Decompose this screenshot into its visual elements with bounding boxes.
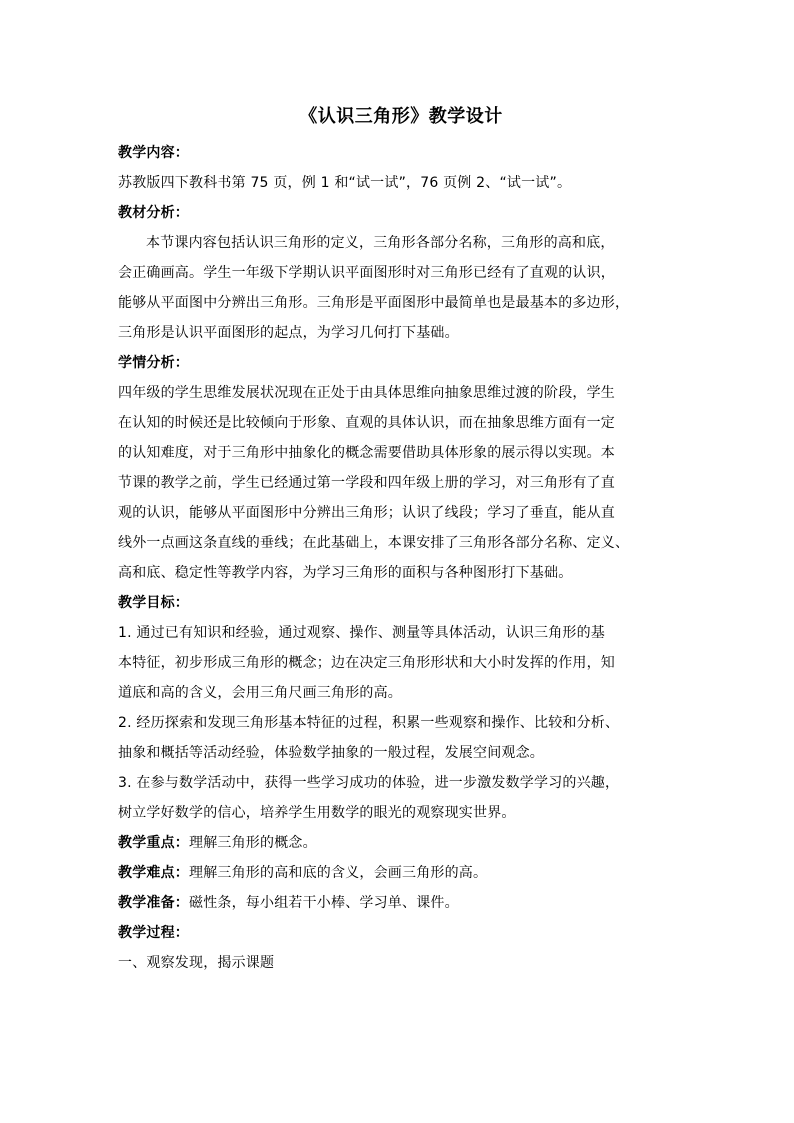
document-title: 《认识三角形》教学设计: [299, 106, 503, 127]
paragraph-line: 3. 在参与数学活动中，获得一些学习成功的体验，进一步激发数学学习的兴趣，: [118, 775, 620, 791]
section-heading-analysis: 教材分析：: [118, 205, 189, 221]
difficulty-label: 教学难点：: [118, 865, 189, 881]
section-heading-learners: 学情分析：: [118, 355, 189, 371]
paragraph-line: 高和底、稳定性等教学内容，为学习三角形的面积与各种图形打下基础。: [118, 565, 573, 581]
prep-line: [118, 888, 684, 918]
paragraph-line: 本特征，初步形成三角形的概念；边在决定三角形形状和大小时发挥的作用，知: [118, 655, 615, 671]
key-point-line: [118, 828, 684, 858]
paragraph-line: 观的认识，能够从平面图形中分辨出三角形；认识了线段；学习了垂直，能从直: [118, 505, 615, 521]
paragraph-line: 苏教版四下教科书第 75 页，例 1 和“试一试”，76 页例 2、“试一试”。: [118, 175, 572, 191]
paragraph-line: 在认知的时候还是比较倾向于形象、直观的具体认识，而在抽象思维方面有一定: [118, 415, 615, 431]
paragraph-line: 1. 通过已有知识和经验，通过观察、操作、测量等具体活动，认识三角形的基: [118, 625, 606, 641]
difficulty-line: [118, 858, 684, 888]
document-page: [118, 98, 684, 978]
paragraph-line: 四年级的学生思维发展状况现在正处于由具体思维向抽象思维过渡的阶段，学生: [118, 385, 615, 401]
paragraph-line: 道底和高的含义，会用三角尺画三角形的高。: [118, 685, 402, 701]
paragraph-line: 一、观察发现，揭示课题: [118, 955, 275, 971]
paragraph-line: 线外一点画这条直线的垂线；在此基础上，本课安排了三角形各部分名称、定义、: [118, 535, 630, 551]
difficulty-text: 理解三角形的高和底的含义，会画三角形的高。: [189, 865, 488, 881]
section-heading-goals: 教学目标：: [118, 595, 189, 611]
paragraph-line: 能够从平面图中分辨出三角形。三角形是平面图形中最简单也是最基本的多边形，: [118, 295, 630, 311]
key-point-text: 理解三角形的概念。: [189, 835, 317, 851]
paragraph-line: 节课的教学之前，学生已经通过第一学段和四年级上册的学习，对三角形有了直: [118, 475, 615, 491]
paragraph-line: 抽象和概括等活动经验，体验数学抽象的一般过程，发展空间观念。: [118, 745, 544, 761]
key-point-label: 教学重点：: [118, 835, 189, 851]
paragraph-line: 会正确画高。学生一年级下学期认识平面图形时对三角形已经有了直观的认识，: [118, 265, 615, 281]
section-heading-process: 教学过程：: [118, 925, 189, 941]
prep-label: 教学准备：: [118, 895, 189, 911]
paragraph-line: 2. 经历探索和发现三角形基本特征的过程，积累一些观察和操作、比较和分析、: [118, 715, 620, 731]
paragraph-line: 的认知难度，对于三角形中抽象化的概念需要借助具体形象的展示得以实现。本: [118, 445, 615, 461]
paragraph-line: 树立学好数学的信心，培养学生用数学的眼光的观察现实世界。: [118, 805, 516, 821]
paragraph-line: 三角形是认识平面图形的起点，为学习几何打下基础。: [118, 325, 459, 341]
paragraph-line: 本节课内容包括认识三角形的定义，三角形各部分名称，三角形的高和底，: [146, 235, 615, 251]
section-heading-content: 教学内容：: [118, 145, 189, 161]
prep-text: 磁性条，每小组若干小棒、学习单、课件。: [189, 895, 459, 911]
